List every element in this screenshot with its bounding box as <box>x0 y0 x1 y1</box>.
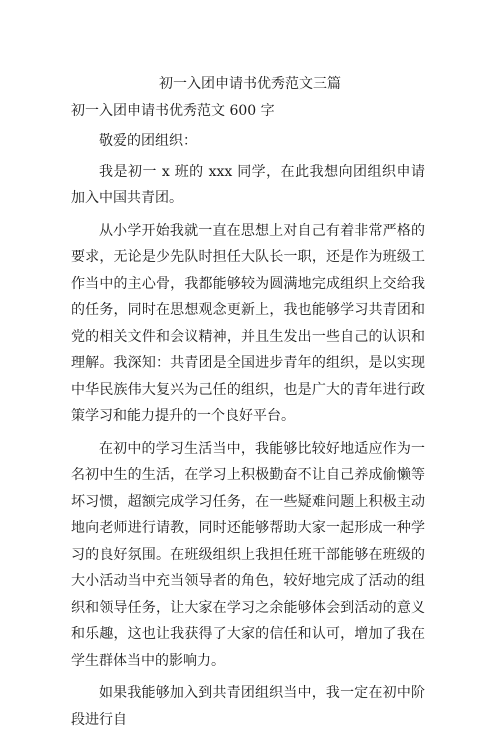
paragraph-2: 从小学开始我就一直在思想上对自己有着非常严格的要求，无论是少先队时担任大队长一职，还是作为班级工作当中的主心骨，我都能够较为圆满地完成组织上交给我的任务，同时在思想观念更新上，我也能够学习共青团和党的相关文件和会议精神，并且生发出一些自己的认识和理解。我深知：共青团是全国进步青年的组织，是以实现中华民族伟大复兴为己任的组织，也是广大的青年进行政策学习和能力提升的一个良好平台。 <box>71 222 425 424</box>
document-title: 初一入团申请书优秀范文三篇 <box>159 76 341 92</box>
document-subtitle: 初一入团申请书优秀范文 600 字 <box>71 103 275 119</box>
salutation: 敬爱的团组织： <box>99 133 197 149</box>
paragraph-1: 我是初一 x 班的 xxx 同学，在此我想向团组织申请加入中国共青团。 <box>71 163 425 206</box>
paragraph-4: 如果我能够加入到共青团组织当中，我一定在初中阶段进行自 <box>71 685 425 728</box>
paragraph-3: 在初中的学习生活当中，我能够比较好地适应作为一名初中生的生活，在学习上积极勤奋不让自己养成偷懒等坏习惯，超额完成学习任务，在一些疑难问题上积极主动地向老师进行请教，同时还能够帮助大家一起形成一种学习的良好氛围。在班级组织上我担任班干部能够在班级的大小活动当中充当领导者的角色，较好地完成了活动的组织和领导任务，让大家在学习之余能够体会到活动的意义和乐趣，这也让我获得了大家的信任和认可，增加了我在学生群体当中的影响力。 <box>71 440 425 669</box>
document-body <box>71 128 425 739</box>
